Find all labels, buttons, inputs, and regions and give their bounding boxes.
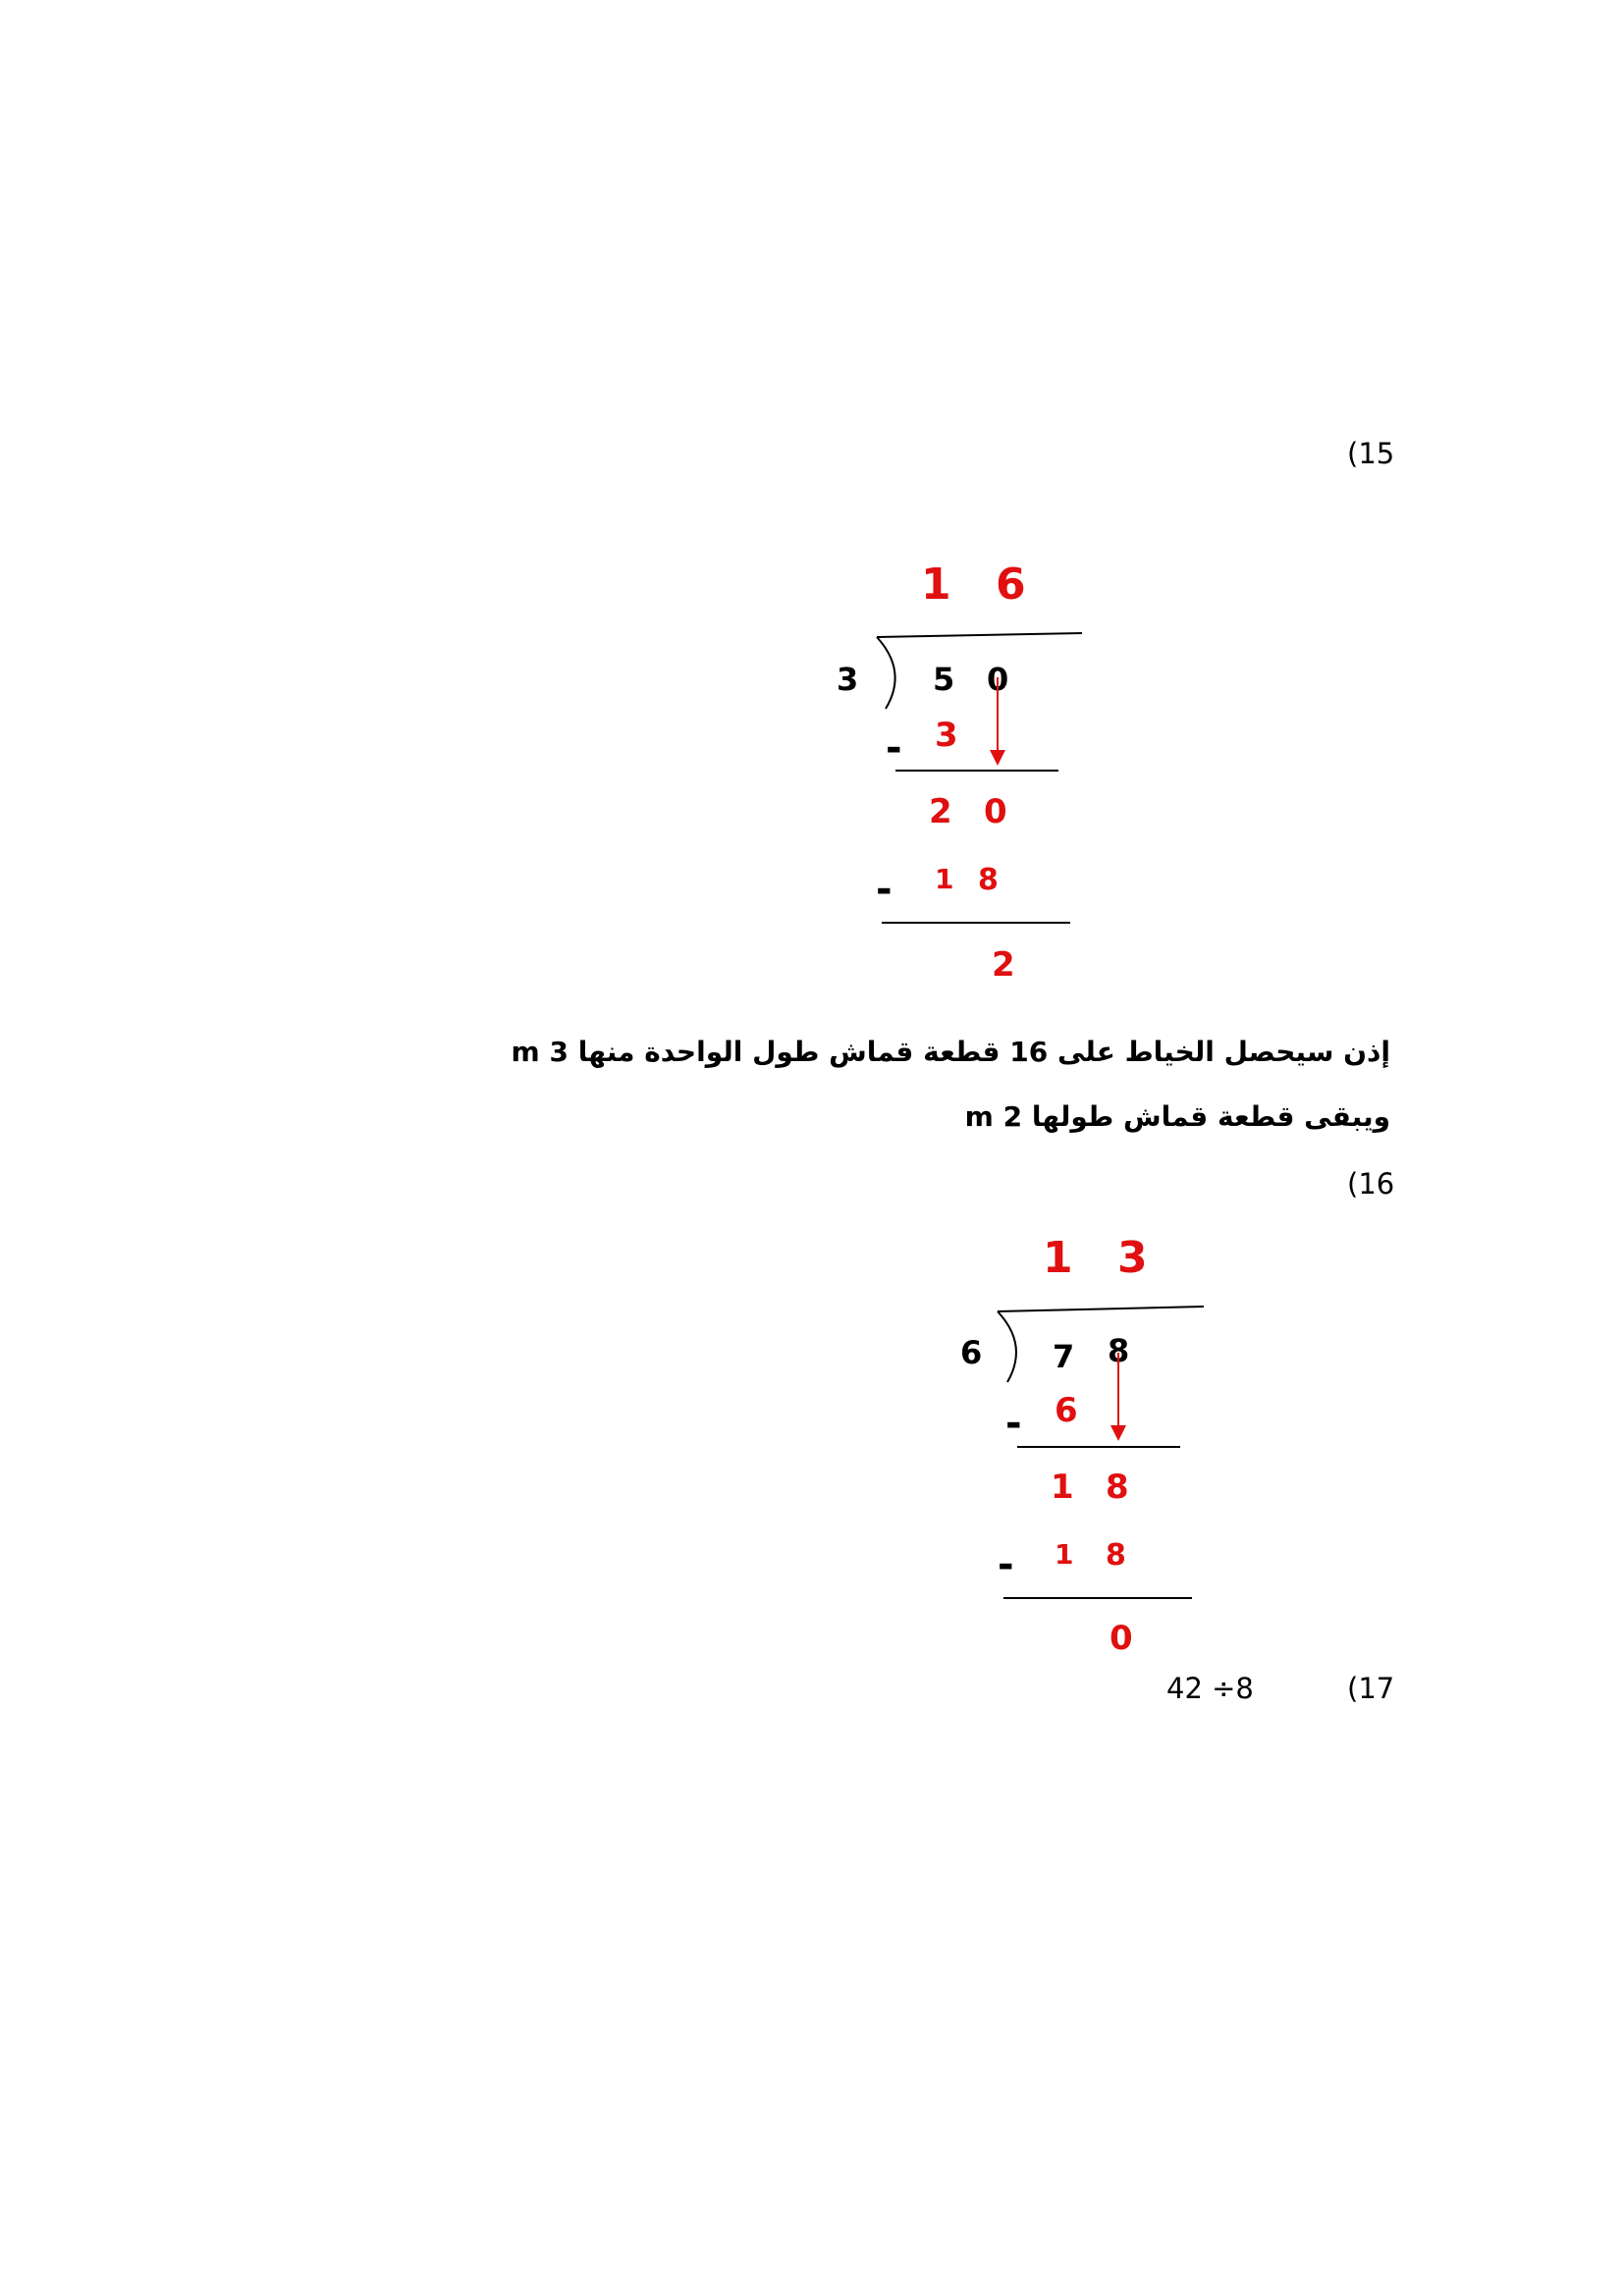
- question-17-number: (17: [1347, 1672, 1395, 1705]
- division-expression: 42 ÷8: [1166, 1672, 1254, 1705]
- minus-sign: -: [876, 867, 893, 912]
- remainder: 0: [1110, 1619, 1133, 1658]
- difference-digit: 0: [984, 792, 1007, 831]
- division-bracket-15: [877, 633, 1082, 709]
- difference-digit: 2: [929, 792, 952, 831]
- dividend-digit: 7: [1053, 1338, 1075, 1375]
- answer-line-1: إذن سيحصل الخياط على 16 قطعة قماش طول الواحدة منها 3 m: [511, 1036, 1390, 1068]
- divisor: 3: [837, 661, 859, 698]
- subtract-value: 1: [935, 863, 954, 895]
- question-16-number: (16: [1347, 1167, 1395, 1201]
- remainder: 2: [992, 945, 1015, 985]
- dividend-digit: 8: [1108, 1332, 1130, 1369]
- minus-sign: -: [886, 725, 902, 771]
- divisor: 6: [960, 1334, 983, 1371]
- subtract-value: 8: [1106, 1538, 1126, 1573]
- subtract-value: 6: [1055, 1391, 1078, 1430]
- subtract-value: 3: [935, 716, 958, 755]
- dividend-digit: 5: [933, 661, 955, 698]
- subtract-value: 8: [978, 863, 999, 897]
- quotient-digit: 6: [996, 560, 1026, 610]
- minus-sign: -: [1005, 1401, 1022, 1446]
- quotient-digit: 1: [1043, 1233, 1073, 1283]
- dividend-digit: 0: [987, 661, 1009, 698]
- difference-digit: 1: [1051, 1468, 1074, 1507]
- division-bracket-16: [998, 1307, 1204, 1382]
- subtract-value: 1: [1055, 1538, 1074, 1571]
- minus-sign: -: [998, 1542, 1014, 1587]
- answer-line-2: ويبقى قطعة قماش طولها 2 m: [964, 1100, 1390, 1133]
- question-15-number: (15: [1347, 437, 1395, 470]
- difference-digit: 8: [1106, 1468, 1129, 1507]
- quotient-digit: 1: [921, 560, 951, 610]
- quotient-digit: 3: [1117, 1233, 1148, 1283]
